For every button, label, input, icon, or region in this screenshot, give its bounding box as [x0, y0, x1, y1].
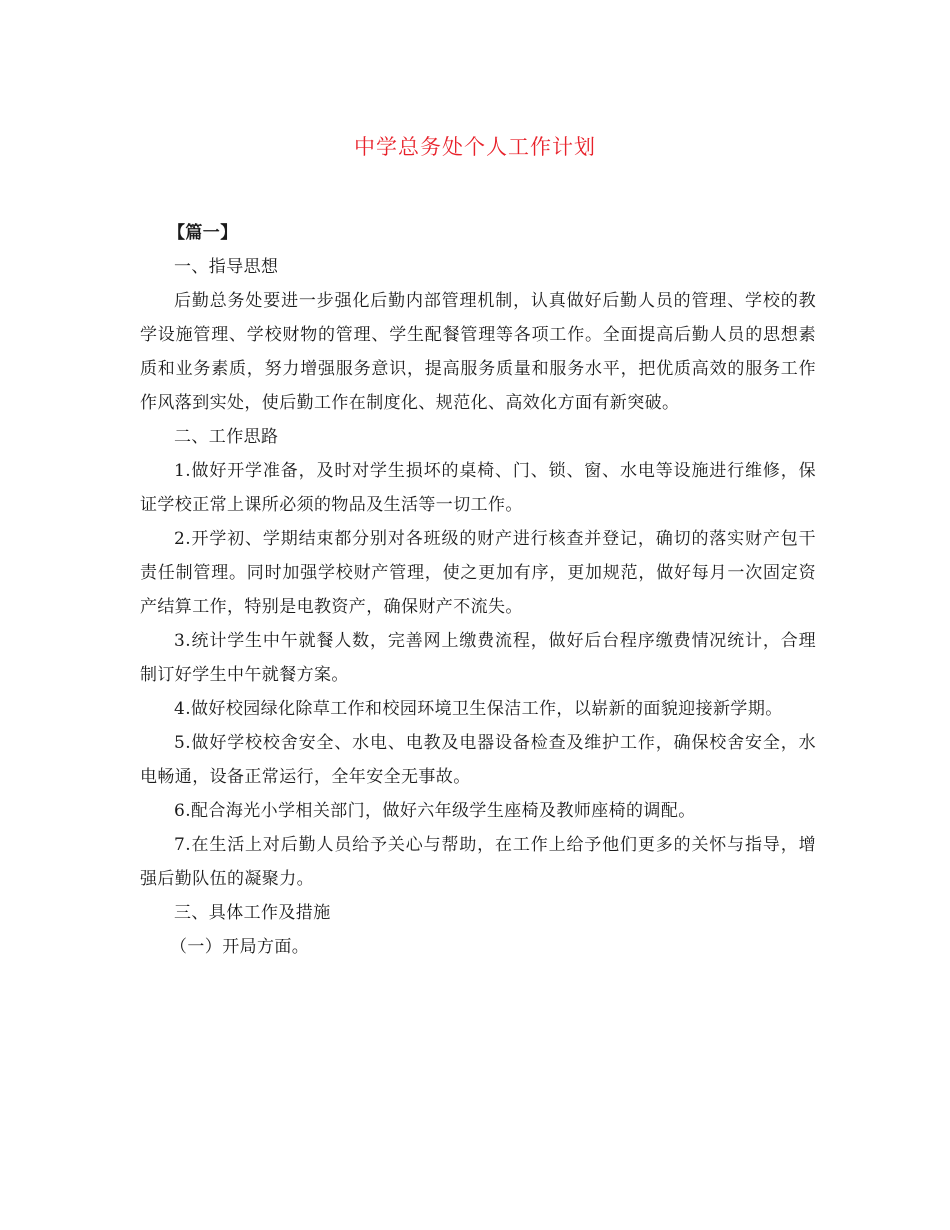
section-label: 【篇一】: [168, 223, 238, 243]
list-item: 6.配合海光小学相关部门，做好六年级学生座椅及教师座椅的调配。: [174, 801, 696, 821]
paragraph-guiding-ideology: 后勤总务处要进一步强化后勤内部管理机制，认真做好后勤人员的管理、学校的教学设施管理、学校财物的管理、学生配餐管理等各项工作。全面提高后勤人员的思想素质和业务素质，努力增强服务意识，提高服务质量和服务水平，把优质高效的服务工作作风落到实处，使后勤工作在制度化、规范化、高效化方面有新突破。: [140, 291, 816, 413]
list-item: 2.开学初、学期结束都分别对各班级的财产进行核查并登记，确切的落实财产包干责任制管理。同时加强学校财产管理，使之更加有序，更加规范，做好每月一次固定资产结算工作，特别是电教资产，确保财产不流失。: [140, 529, 816, 617]
list-item: 1.做好开学准备，及时对学生损坏的桌椅、门、锁、窗、水电等设施进行维修，保证学校正常上课所必须的物品及生活等一切工作。: [140, 461, 816, 515]
heading-guiding-ideology: 一、指导思想: [174, 257, 279, 277]
list-item: 4.做好校园绿化除草工作和校园环境卫生保洁工作，以崭新的面貌迎接新学期。: [174, 699, 783, 719]
list-item: 5.做好学校校舍安全、水电、电教及电器设备检查及维护工作，确保校舍安全，水电畅通，设备正常运行，全年安全无事故。: [140, 733, 816, 787]
subheading-opening: （一）开局方面。: [170, 937, 310, 957]
document-body: [140, 216, 816, 964]
document-title: 中学总务处个人工作计划: [354, 135, 596, 159]
list-item: 3.统计学生中午就餐人数，完善网上缴费流程，做好后台程序缴费情况统计，合理制订好学生中午就餐方案。: [140, 631, 816, 685]
list-item: 7.在生活上对后勤人员给予关心与帮助，在工作上给予他们更多的关怀与指导，增强后勤队伍的凝聚力。: [140, 835, 816, 889]
heading-work-approach: 二、工作思路: [174, 427, 279, 447]
heading-specific-measures: 三、具体工作及措施: [174, 903, 331, 923]
